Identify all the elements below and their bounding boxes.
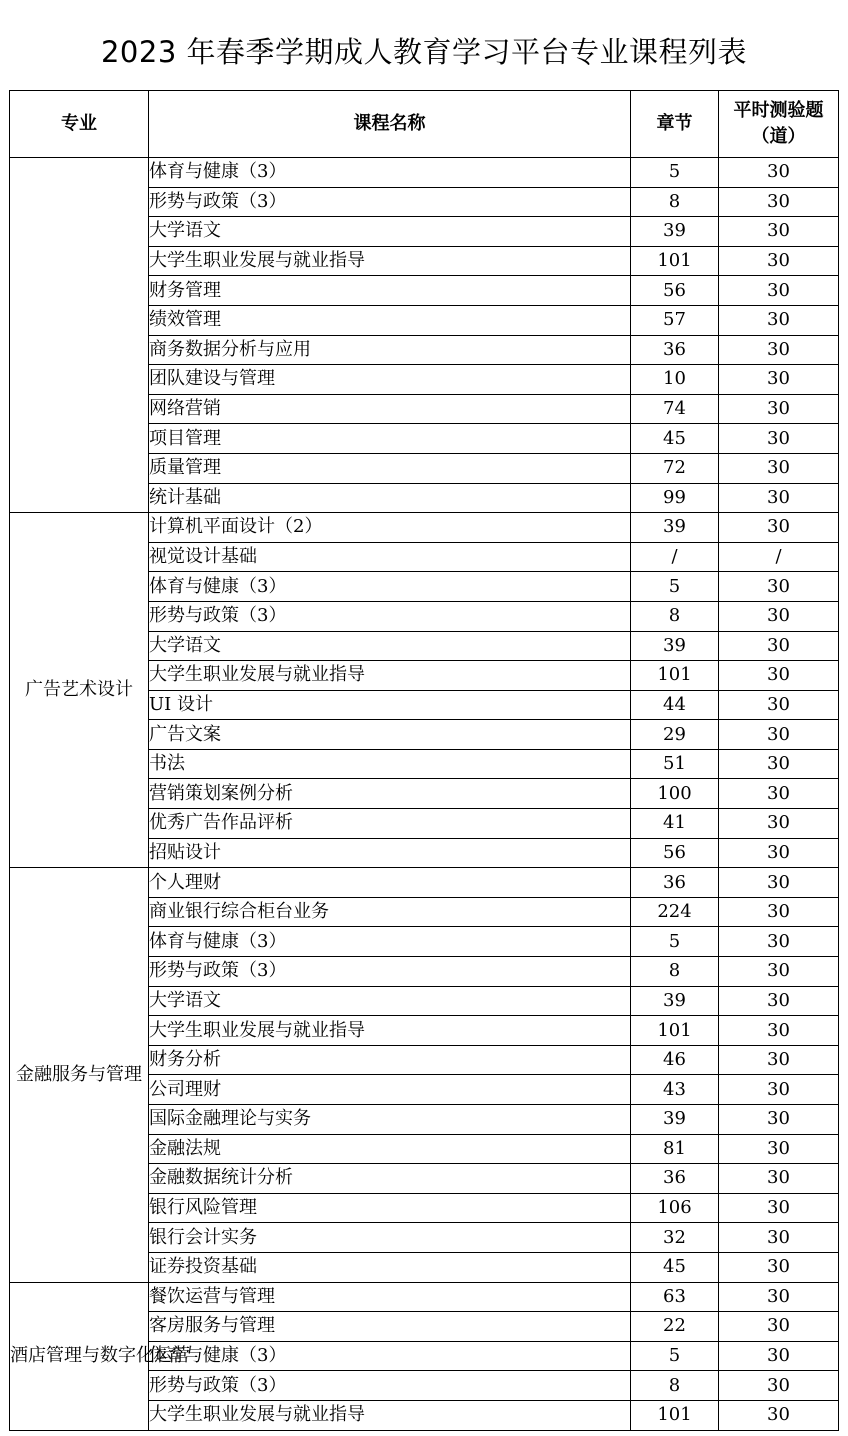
- course-name-cell: 大学语文: [149, 986, 631, 1016]
- quiz-count-cell: 30: [719, 1341, 839, 1371]
- quiz-count-cell: 30: [719, 1312, 839, 1342]
- quiz-count-cell: 30: [719, 1016, 839, 1046]
- chapters-cell: 36: [631, 868, 719, 898]
- chapters-cell: 10: [631, 365, 719, 395]
- chapters-cell: 39: [631, 513, 719, 543]
- course-name-cell: 客房服务与管理: [149, 1312, 631, 1342]
- course-name-cell: 大学语文: [149, 217, 631, 247]
- course-name-cell: 大学生职业发展与就业指导: [149, 661, 631, 691]
- chapters-cell: 36: [631, 335, 719, 365]
- course-name-cell: 商业银行综合柜台业务: [149, 897, 631, 927]
- course-name-cell: 财务分析: [149, 1045, 631, 1075]
- quiz-count-cell: 30: [719, 572, 839, 602]
- quiz-count-cell: 30: [719, 1134, 839, 1164]
- course-name-cell: 计算机平面设计（2）: [149, 513, 631, 543]
- chapters-cell: 81: [631, 1134, 719, 1164]
- course-name-cell: 大学生职业发展与就业指导: [149, 1016, 631, 1046]
- chapters-cell: 39: [631, 631, 719, 661]
- quiz-count-cell: 30: [719, 453, 839, 483]
- table-row: [10, 868, 839, 898]
- course-name-cell: 统计基础: [149, 483, 631, 513]
- course-name-cell: UI 设计: [149, 690, 631, 720]
- course-name-cell: 体育与健康（3）: [149, 572, 631, 602]
- quiz-count-cell: 30: [719, 335, 839, 365]
- chapters-cell: 44: [631, 690, 719, 720]
- course-name-cell: 形势与政策（3）: [149, 187, 631, 217]
- quiz-count-cell: 30: [719, 720, 839, 750]
- chapters-cell: 8: [631, 957, 719, 987]
- course-name-cell: 绩效管理: [149, 305, 631, 335]
- quiz-count-cell: 30: [719, 1075, 839, 1105]
- chapters-cell: 106: [631, 1193, 719, 1223]
- course-name-cell: 网络营销: [149, 394, 631, 424]
- quiz-count-cell: 30: [719, 1282, 839, 1312]
- quiz-count-cell: 30: [719, 986, 839, 1016]
- chapters-cell: 43: [631, 1075, 719, 1105]
- course-name-cell: 大学语文: [149, 631, 631, 661]
- quiz-count-cell: /: [719, 542, 839, 572]
- course-name-cell: 体育与健康（3）: [149, 927, 631, 957]
- quiz-count-cell: 30: [719, 1045, 839, 1075]
- major-cell: [10, 158, 149, 513]
- quiz-count-cell: 30: [719, 1164, 839, 1194]
- quiz-count-cell: 30: [719, 809, 839, 839]
- quiz-count-cell: 30: [719, 1105, 839, 1135]
- chapters-cell: 72: [631, 453, 719, 483]
- chapters-cell: 41: [631, 809, 719, 839]
- major-cell: 金融服务与管理: [10, 868, 149, 1282]
- header-course-name: 课程名称: [149, 91, 631, 158]
- chapters-cell: 63: [631, 1282, 719, 1312]
- quiz-count-cell: 30: [719, 1223, 839, 1253]
- quiz-count-cell: 30: [719, 276, 839, 306]
- chapters-cell: /: [631, 542, 719, 572]
- quiz-count-cell: 30: [719, 394, 839, 424]
- quiz-count-cell: 30: [719, 601, 839, 631]
- chapters-cell: 51: [631, 749, 719, 779]
- chapters-cell: 45: [631, 1252, 719, 1282]
- quiz-count-cell: 30: [719, 246, 839, 276]
- chapters-cell: 5: [631, 572, 719, 602]
- course-name-cell: 书法: [149, 749, 631, 779]
- course-name-cell: 营销策划案例分析: [149, 779, 631, 809]
- chapters-cell: 224: [631, 897, 719, 927]
- quiz-count-cell: 30: [719, 158, 839, 188]
- course-name-cell: 形势与政策（3）: [149, 1371, 631, 1401]
- quiz-count-cell: 30: [719, 217, 839, 247]
- chapters-cell: 100: [631, 779, 719, 809]
- course-name-cell: 证券投资基础: [149, 1252, 631, 1282]
- course-name-cell: 形势与政策（3）: [149, 601, 631, 631]
- course-name-cell: 团队建设与管理: [149, 365, 631, 395]
- chapters-cell: 29: [631, 720, 719, 750]
- quiz-count-cell: 30: [719, 365, 839, 395]
- quiz-count-cell: 30: [719, 957, 839, 987]
- course-name-cell: 国际金融理论与实务: [149, 1105, 631, 1135]
- course-name-cell: 银行会计实务: [149, 1223, 631, 1253]
- course-table-body: [10, 158, 839, 1431]
- course-name-cell: 项目管理: [149, 424, 631, 454]
- course-name-cell: 餐饮运营与管理: [149, 1282, 631, 1312]
- course-name-cell: 体育与健康（3）: [149, 1341, 631, 1371]
- quiz-count-cell: 30: [719, 690, 839, 720]
- chapters-cell: 39: [631, 986, 719, 1016]
- quiz-count-cell: 30: [719, 927, 839, 957]
- course-name-cell: 体育与健康（3）: [149, 158, 631, 188]
- chapters-cell: 8: [631, 187, 719, 217]
- quiz-count-cell: 30: [719, 1252, 839, 1282]
- chapters-cell: 56: [631, 838, 719, 868]
- header-major: 专业: [10, 91, 149, 158]
- quiz-count-cell: 30: [719, 631, 839, 661]
- course-table: [9, 90, 839, 1431]
- chapters-cell: 99: [631, 483, 719, 513]
- chapters-cell: 57: [631, 305, 719, 335]
- chapters-cell: 22: [631, 1312, 719, 1342]
- course-name-cell: 大学生职业发展与就业指导: [149, 246, 631, 276]
- course-name-cell: 广告文案: [149, 720, 631, 750]
- chapters-cell: 32: [631, 1223, 719, 1253]
- header-quiz-count: 平时测验题（道）: [719, 91, 839, 158]
- course-name-cell: 个人理财: [149, 868, 631, 898]
- chapters-cell: 39: [631, 217, 719, 247]
- quiz-count-cell: 30: [719, 305, 839, 335]
- chapters-cell: 101: [631, 1016, 719, 1046]
- course-name-cell: 招贴设计: [149, 838, 631, 868]
- chapters-cell: 39: [631, 1105, 719, 1135]
- header-row: [10, 91, 839, 158]
- course-name-cell: 金融法规: [149, 1134, 631, 1164]
- course-name-cell: 优秀广告作品评析: [149, 809, 631, 839]
- quiz-count-cell: 30: [719, 424, 839, 454]
- chapters-cell: 56: [631, 276, 719, 306]
- header-chapters: 章节: [631, 91, 719, 158]
- quiz-count-cell: 30: [719, 838, 839, 868]
- course-name-cell: 形势与政策（3）: [149, 957, 631, 987]
- table-row: [10, 1282, 839, 1312]
- document-title: 2023 年春季学期成人教育学习平台专业课程列表: [100, 35, 748, 69]
- quiz-count-cell: 30: [719, 661, 839, 691]
- quiz-count-cell: 30: [719, 749, 839, 779]
- chapters-cell: 101: [631, 246, 719, 276]
- quiz-count-cell: 30: [719, 779, 839, 809]
- course-name-cell: 银行风险管理: [149, 1193, 631, 1223]
- course-name-cell: 质量管理: [149, 453, 631, 483]
- course-name-cell: 视觉设计基础: [149, 542, 631, 572]
- chapters-cell: 101: [631, 1400, 719, 1430]
- quiz-count-cell: 30: [719, 187, 839, 217]
- course-name-cell: 商务数据分析与应用: [149, 335, 631, 365]
- quiz-count-cell: 30: [719, 1400, 839, 1430]
- chapters-cell: 74: [631, 394, 719, 424]
- major-cell: 广告艺术设计: [10, 513, 149, 868]
- course-name-cell: 金融数据统计分析: [149, 1164, 631, 1194]
- chapters-cell: 5: [631, 158, 719, 188]
- course-name-cell: 大学生职业发展与就业指导: [149, 1400, 631, 1430]
- quiz-count-cell: 30: [719, 897, 839, 927]
- table-row: [10, 158, 839, 188]
- quiz-count-cell: 30: [719, 483, 839, 513]
- chapters-cell: 46: [631, 1045, 719, 1075]
- quiz-count-cell: 30: [719, 1371, 839, 1401]
- quiz-count-cell: 30: [719, 868, 839, 898]
- quiz-count-cell: 30: [719, 513, 839, 543]
- chapters-cell: 8: [631, 601, 719, 631]
- chapters-cell: 101: [631, 661, 719, 691]
- quiz-count-cell: 30: [719, 1193, 839, 1223]
- table-row: [10, 513, 839, 543]
- chapters-cell: 36: [631, 1164, 719, 1194]
- major-cell: 酒店管理与数字化运营: [10, 1282, 149, 1430]
- chapters-cell: 8: [631, 1371, 719, 1401]
- chapters-cell: 45: [631, 424, 719, 454]
- course-name-cell: 财务管理: [149, 276, 631, 306]
- chapters-cell: 5: [631, 1341, 719, 1371]
- course-name-cell: 公司理财: [149, 1075, 631, 1105]
- chapters-cell: 5: [631, 927, 719, 957]
